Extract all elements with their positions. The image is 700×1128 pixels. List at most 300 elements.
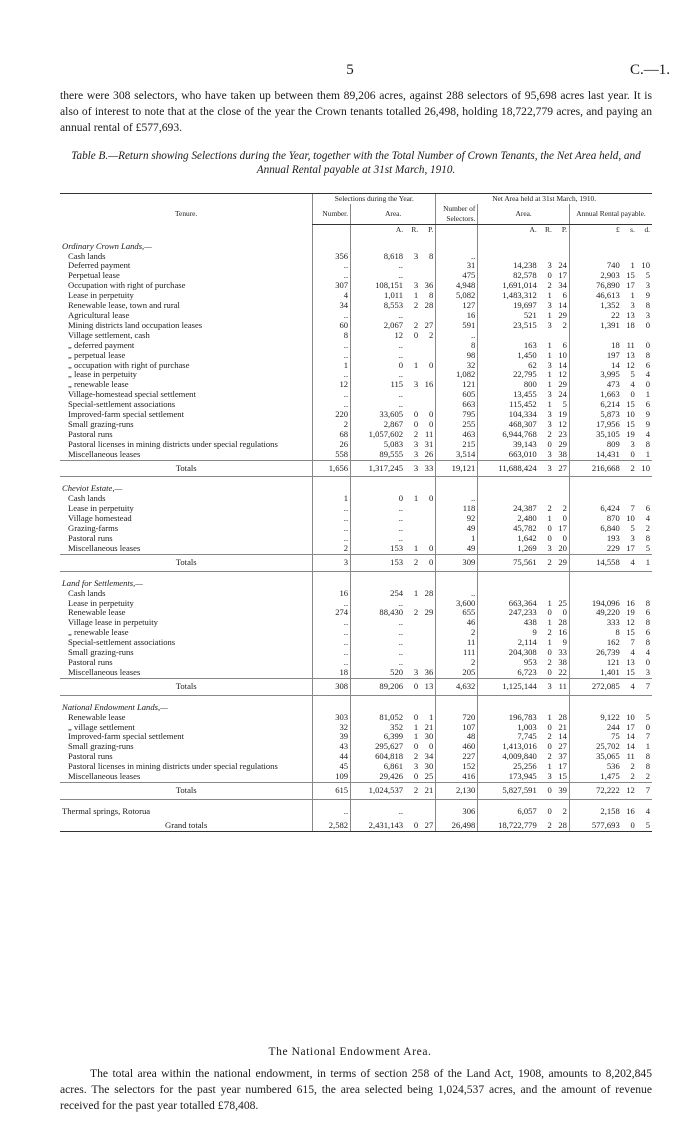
value-cell: 27 <box>554 460 570 477</box>
value-cell: 3,600 <box>436 599 478 609</box>
value-cell: 2 <box>547 280 552 291</box>
value-cell <box>420 351 436 361</box>
header-selectors: Number of Selectors. <box>436 204 478 224</box>
value-cell: 6 <box>645 399 650 410</box>
value-cell: 38 <box>558 656 567 667</box>
tenure-cell: Cash lands <box>68 587 106 598</box>
value-cell: 26 <box>313 440 351 450</box>
value-cell: 24,387 <box>478 504 539 514</box>
value-cell: 27 <box>558 741 567 752</box>
value-cell: 663,364 <box>478 599 539 609</box>
value-cell: 16 <box>424 379 434 390</box>
value-cell: 0 <box>645 656 650 667</box>
section-title: Land for Settlements,— <box>62 577 143 588</box>
value-cell: 0 <box>420 554 436 571</box>
value-cell: 13,455 <box>478 390 539 400</box>
value-cell: 4 <box>645 513 650 524</box>
value-cell: 809 <box>569 440 621 450</box>
value-cell: 12 <box>558 418 567 429</box>
value-cell: 416 <box>436 772 478 782</box>
value-cell: 4 <box>645 805 650 816</box>
value-cell: .. <box>436 494 478 504</box>
value-cell: 0 <box>645 721 650 732</box>
value-cell: 1 <box>630 260 635 271</box>
value-cell: 0 <box>547 666 552 677</box>
value-cell <box>405 341 420 351</box>
table-row <box>60 450 652 460</box>
value-cell: 29 <box>558 309 567 320</box>
value-cell: 215 <box>436 440 478 450</box>
value-cell: 3 <box>547 260 552 271</box>
value-cell: 3 <box>413 761 419 772</box>
value-cell: 1 <box>413 542 419 553</box>
value-cell: 17 <box>558 523 567 534</box>
value-cell: 0 <box>547 741 552 752</box>
tenure-cell: Mining districts land occupation leases <box>68 319 203 330</box>
value-cell: 13 <box>626 349 635 360</box>
value-cell: 9 <box>645 409 650 420</box>
value-cell: 11 <box>626 751 635 762</box>
value-cell: 15 <box>626 418 635 429</box>
value-cell: 1 <box>547 349 552 360</box>
value-cell: 60 <box>313 321 351 331</box>
value-cell: 1 <box>547 379 552 390</box>
value-cell: 6,840 <box>569 524 621 534</box>
value-cell: 1 <box>637 554 652 571</box>
value-cell: 2 <box>413 319 419 330</box>
tenure-cell: Village homestead <box>68 513 132 524</box>
value-cell: 152 <box>436 762 478 772</box>
value-cell: 3,514 <box>436 450 478 460</box>
tenure-cell: Pastoral runs <box>68 533 113 543</box>
value-cell: 0 <box>428 542 434 553</box>
value-cell: 121 <box>569 658 621 668</box>
value-cell <box>405 261 420 271</box>
value-cell: 5 <box>630 523 635 534</box>
header-rental: Annual Rental payable. <box>569 204 652 224</box>
value-cell <box>420 799 436 816</box>
value-cell: 1 <box>547 761 552 772</box>
value-cell: 19 <box>626 428 635 439</box>
tenure-cell: Improved-farm special settlement <box>68 409 184 420</box>
value-cell: .. <box>313 599 351 609</box>
value-cell: 536 <box>569 762 621 772</box>
value-cell: 29 <box>558 379 567 390</box>
value-cell: 308 <box>313 678 351 695</box>
tenure-cell: „ renewable lease <box>68 627 129 638</box>
value-cell: 13 <box>626 656 635 667</box>
value-cell: 3 <box>547 389 552 400</box>
unit-shillings: s. <box>630 224 635 234</box>
value-cell: 14 <box>558 359 567 370</box>
value-cell: 244 <box>569 723 621 733</box>
tenure-cell: Pastoral licenses in mining districts under special regulations <box>68 761 278 772</box>
tenure-cell: Cash lands <box>68 493 106 504</box>
value-cell <box>420 638 436 648</box>
value-cell: .. <box>313 648 351 658</box>
tenure-cell: Pastoral runs <box>68 656 113 667</box>
value-cell: 204,308 <box>478 648 539 658</box>
value-cell: 4 <box>645 647 650 658</box>
value-cell: 1 <box>547 339 552 350</box>
value-cell: 1,352 <box>569 301 621 311</box>
value-cell: 8 <box>428 290 434 301</box>
value-cell: 5,827,591 <box>478 782 539 799</box>
section-header-row <box>60 477 652 494</box>
table-row <box>60 544 652 554</box>
value-cell: 26 <box>424 448 434 459</box>
value-cell: 19 <box>626 607 635 618</box>
value-cell: 24 <box>558 389 567 400</box>
value-cell: 9 <box>478 628 539 638</box>
value-cell: 18 <box>626 319 635 330</box>
value-cell: 8,618 <box>351 252 405 262</box>
value-cell: 34 <box>558 280 567 291</box>
value-cell: 46,613 <box>569 291 621 301</box>
value-cell: 0 <box>547 647 552 658</box>
value-cell: 29 <box>558 438 567 449</box>
value-cell: 2 <box>413 300 419 311</box>
value-cell: .. <box>351 534 405 544</box>
value-cell: 1 <box>547 399 552 410</box>
value-cell: .. <box>351 514 405 524</box>
value-cell: .. <box>351 618 405 628</box>
value-cell: 1,391 <box>569 321 621 331</box>
value-cell: .. <box>351 261 405 271</box>
value-cell: 163 <box>478 341 539 351</box>
value-cell: 8 <box>645 751 650 762</box>
value-cell: 2 <box>539 554 554 571</box>
value-cell: 10 <box>641 260 650 271</box>
value-cell: 44 <box>313 752 351 762</box>
value-cell: 11 <box>626 339 635 350</box>
value-cell: 30 <box>424 761 434 772</box>
value-cell: 14,558 <box>569 554 621 571</box>
section-title: Cheviot Estate,— <box>62 483 123 494</box>
value-cell: 72,222 <box>569 782 621 799</box>
value-cell: .. <box>351 628 405 638</box>
value-cell: 89,206 <box>351 678 405 695</box>
section-header-row <box>60 235 652 252</box>
value-cell: 76,890 <box>569 281 621 291</box>
value-cell: 663,010 <box>478 450 539 460</box>
tenure-cell: „ deferred payment <box>68 339 135 350</box>
value-cell: 953 <box>478 658 539 668</box>
value-cell: 7 <box>637 782 652 799</box>
value-cell: 22,795 <box>478 370 539 380</box>
value-cell: 2 <box>547 656 552 667</box>
value-cell: 28 <box>558 711 567 722</box>
value-cell <box>420 514 436 524</box>
value-cell: 3 <box>539 460 554 477</box>
value-cell: 29 <box>554 554 570 571</box>
value-cell: 1 <box>547 290 552 301</box>
value-cell: 2 <box>562 805 567 816</box>
unit-roods-net: R. <box>545 224 552 234</box>
value-cell: 153 <box>351 544 405 554</box>
value-cell: 4,009,840 <box>478 752 539 762</box>
value-cell: 5,082 <box>436 291 478 301</box>
tenure-cell: Village settlement, cash <box>68 329 150 340</box>
section-title: Ordinary Crown Lands,— <box>62 240 152 251</box>
value-cell: 0 <box>351 361 405 371</box>
value-cell: 2 <box>428 329 434 340</box>
value-cell: 1,691,014 <box>478 281 539 291</box>
value-cell: 196,783 <box>478 713 539 723</box>
value-cell <box>405 628 420 638</box>
value-cell: 3 <box>539 678 554 695</box>
value-cell <box>405 504 420 514</box>
value-cell: 17 <box>558 270 567 281</box>
value-cell: 1 <box>645 448 650 459</box>
tenure-cell: Pastoral runs <box>68 428 113 439</box>
value-cell: 127 <box>436 301 478 311</box>
value-cell: 1 <box>547 597 552 608</box>
value-cell: 23,515 <box>478 321 539 331</box>
value-cell <box>420 261 436 271</box>
value-cell: 4 <box>645 428 650 439</box>
value-cell: 14,431 <box>569 450 621 460</box>
page-number: 5 <box>346 62 354 78</box>
tenure-cell: „ occupation with right of purchase <box>68 359 190 370</box>
value-cell: .. <box>313 658 351 668</box>
unit-roods: R. <box>411 224 419 234</box>
value-cell: 1,024,537 <box>351 782 405 799</box>
value-cell: 4,948 <box>436 281 478 291</box>
value-cell: 21 <box>424 721 434 732</box>
value-cell: 6,399 <box>351 732 405 742</box>
value-cell: 795 <box>436 410 478 420</box>
value-cell: 9,122 <box>569 713 621 723</box>
value-cell: 162 <box>569 638 621 648</box>
table-row <box>60 772 652 782</box>
value-cell: 3 <box>547 359 552 370</box>
value-cell: 227 <box>436 752 478 762</box>
value-cell: 1,082 <box>436 370 478 380</box>
value-cell: 0 <box>630 389 635 400</box>
header-area-net: Area. <box>478 204 570 224</box>
value-cell: 2 <box>547 751 552 762</box>
value-cell: 14 <box>558 300 567 311</box>
value-cell: 75 <box>569 732 621 742</box>
value-cell: 352 <box>351 723 405 733</box>
value-cell: 5 <box>645 542 650 553</box>
value-cell: 3 <box>413 448 419 459</box>
value-cell: .. <box>313 504 351 514</box>
value-cell: 3 <box>630 438 635 449</box>
value-cell: 25,256 <box>478 762 539 772</box>
tenure-cell: Small grazing-runs <box>68 418 134 429</box>
tenure-cell: Improved-farm special settlement <box>68 731 184 742</box>
tenure-cell: „ renewable lease <box>68 379 129 390</box>
value-cell: 7,745 <box>478 732 539 742</box>
value-cell: 5,873 <box>569 410 621 420</box>
value-cell: 0 <box>405 817 420 831</box>
value-cell: 62 <box>478 361 539 371</box>
unit-acres-net: A. <box>478 224 539 234</box>
tenure-cell: Renewable lease, town and rural <box>68 300 180 311</box>
value-cell: 12 <box>351 331 405 341</box>
value-cell: 0 <box>413 741 419 752</box>
value-cell: 10 <box>626 513 635 524</box>
value-cell: 49 <box>436 544 478 554</box>
value-cell: 306 <box>436 799 478 816</box>
value-cell: 16 <box>626 597 635 608</box>
value-cell: 8,553 <box>351 301 405 311</box>
value-cell <box>420 534 436 544</box>
value-cell: 1,269 <box>478 544 539 554</box>
value-cell: 8 <box>645 438 650 449</box>
value-cell: .. <box>351 504 405 514</box>
value-cell: 7 <box>645 731 650 742</box>
document-code: C.—1. <box>629 62 670 78</box>
header-tenure: Tenure. <box>60 194 313 235</box>
value-cell: 3 <box>413 280 419 291</box>
value-cell: 8 <box>645 761 650 772</box>
value-cell: 23 <box>558 428 567 439</box>
value-cell: 12 <box>313 380 351 390</box>
value-cell: 2 <box>313 544 351 554</box>
value-cell <box>420 341 436 351</box>
value-cell: 173,945 <box>478 772 539 782</box>
value-cell: 8 <box>645 597 650 608</box>
value-cell: 220 <box>313 410 351 420</box>
value-cell: 2,867 <box>351 420 405 430</box>
value-cell: 12 <box>622 782 637 799</box>
value-cell: 10 <box>626 711 635 722</box>
value-cell: 2 <box>547 627 552 638</box>
value-cell: 6 <box>645 627 650 638</box>
value-cell: 34 <box>424 751 434 762</box>
value-cell <box>420 400 436 410</box>
value-cell: 4 <box>622 678 637 695</box>
value-cell: 35,065 <box>569 752 621 762</box>
value-cell: .. <box>313 799 351 816</box>
value-cell: 1,413,016 <box>478 742 539 752</box>
value-cell: 8 <box>645 349 650 360</box>
value-cell: 520 <box>351 668 405 678</box>
value-cell: 1,663 <box>569 390 621 400</box>
national-endowment-paragraph: The total area within the national endowment, in terms of section 258 of the Land Act, 1908, amounts to 8,202,845 acres. The selectors for the past year numbered 615, the area selected being 1,024,537 acres, and the amount of revenue received for the past year totalled £78,408. <box>60 1067 652 1112</box>
tenure-cell: Lease in perpetuity <box>68 503 134 514</box>
value-cell: 21 <box>558 721 567 732</box>
value-cell: 10 <box>626 409 635 420</box>
value-cell: 12 <box>626 359 635 370</box>
value-cell: .. <box>313 400 351 410</box>
value-cell: 4 <box>622 554 637 571</box>
value-cell: 3 <box>645 309 650 320</box>
value-cell: 2 <box>413 751 419 762</box>
value-cell: 0 <box>630 448 635 459</box>
value-cell: 1 <box>413 731 419 742</box>
totals-row <box>60 678 652 695</box>
value-cell: 17 <box>626 721 635 732</box>
tenure-cell: Miscellaneous leases <box>68 771 141 782</box>
value-cell: 6,944,768 <box>478 430 539 440</box>
value-cell: .. <box>313 351 351 361</box>
value-cell: 740 <box>569 261 621 271</box>
value-cell: 33 <box>558 647 567 658</box>
value-cell: 615 <box>313 782 351 799</box>
value-cell: 1 <box>313 494 351 504</box>
value-cell: 26,498 <box>436 817 478 831</box>
value-cell: .. <box>351 311 405 321</box>
value-cell: 21 <box>420 782 436 799</box>
value-cell: .. <box>436 589 478 599</box>
value-cell: 12 <box>558 369 567 380</box>
table-row <box>60 668 652 678</box>
value-cell: 0 <box>645 379 650 390</box>
value-cell: 4 <box>630 647 635 658</box>
tenure-cell: Village lease in perpetuity <box>68 617 158 628</box>
value-cell: 0 <box>547 721 552 732</box>
value-cell: 1 <box>645 741 650 752</box>
value-cell: 38 <box>558 448 567 459</box>
header-area: Area. <box>351 204 436 224</box>
value-cell: 18 <box>313 668 351 678</box>
tenure-cell: Miscellaneous leases <box>68 448 141 459</box>
value-cell: 663 <box>436 400 478 410</box>
value-cell: 18,722,779 <box>478 817 539 831</box>
value-cell: 255 <box>436 420 478 430</box>
value-cell: 0 <box>428 359 434 370</box>
value-cell: 0 <box>547 270 552 281</box>
tenure-cell: Totals <box>60 554 313 571</box>
value-cell: 3 <box>547 300 552 311</box>
value-cell: 12 <box>626 617 635 628</box>
value-cell: 32 <box>436 361 478 371</box>
value-cell: 1 <box>547 637 552 648</box>
table-row <box>60 799 652 816</box>
value-cell: 34 <box>313 301 351 311</box>
value-cell: 2,582 <box>313 817 351 831</box>
value-cell: 15 <box>626 627 635 638</box>
value-cell: 9 <box>645 290 650 301</box>
value-cell: 473 <box>569 380 621 390</box>
value-cell: 49,220 <box>569 608 621 618</box>
tenure-cell: Renewable lease <box>68 711 126 722</box>
value-cell: 39 <box>554 782 570 799</box>
value-cell: 468,307 <box>478 420 539 430</box>
table-body <box>60 235 652 832</box>
tenure-cell: Miscellaneous leases <box>68 666 141 677</box>
value-cell: 0 <box>547 805 552 816</box>
value-cell: .. <box>351 370 405 380</box>
tenure-cell: Pastoral runs <box>68 751 113 762</box>
value-cell: 109 <box>313 772 351 782</box>
value-cell: 88,430 <box>351 608 405 618</box>
value-cell: 6,057 <box>478 799 539 816</box>
value-cell: 6 <box>645 503 650 514</box>
value-cell: .. <box>313 370 351 380</box>
value-cell: 247,233 <box>478 608 539 618</box>
value-cell: 14,238 <box>478 261 539 271</box>
value-cell: 356 <box>313 252 351 262</box>
tenure-cell: Small grazing-runs <box>68 741 134 752</box>
value-cell: 3 <box>413 379 419 390</box>
value-cell: 46 <box>436 618 478 628</box>
value-cell: 475 <box>436 271 478 281</box>
value-cell: 8 <box>645 637 650 648</box>
value-cell: 229 <box>569 544 621 554</box>
value-cell: 2,431,143 <box>351 817 405 831</box>
totals-row <box>60 554 652 571</box>
value-cell: 4 <box>645 369 650 380</box>
tenure-cell: „ village settlement <box>68 721 135 732</box>
value-cell: 6 <box>562 339 567 350</box>
value-cell: 26,739 <box>569 648 621 658</box>
value-cell: 5 <box>645 270 650 281</box>
